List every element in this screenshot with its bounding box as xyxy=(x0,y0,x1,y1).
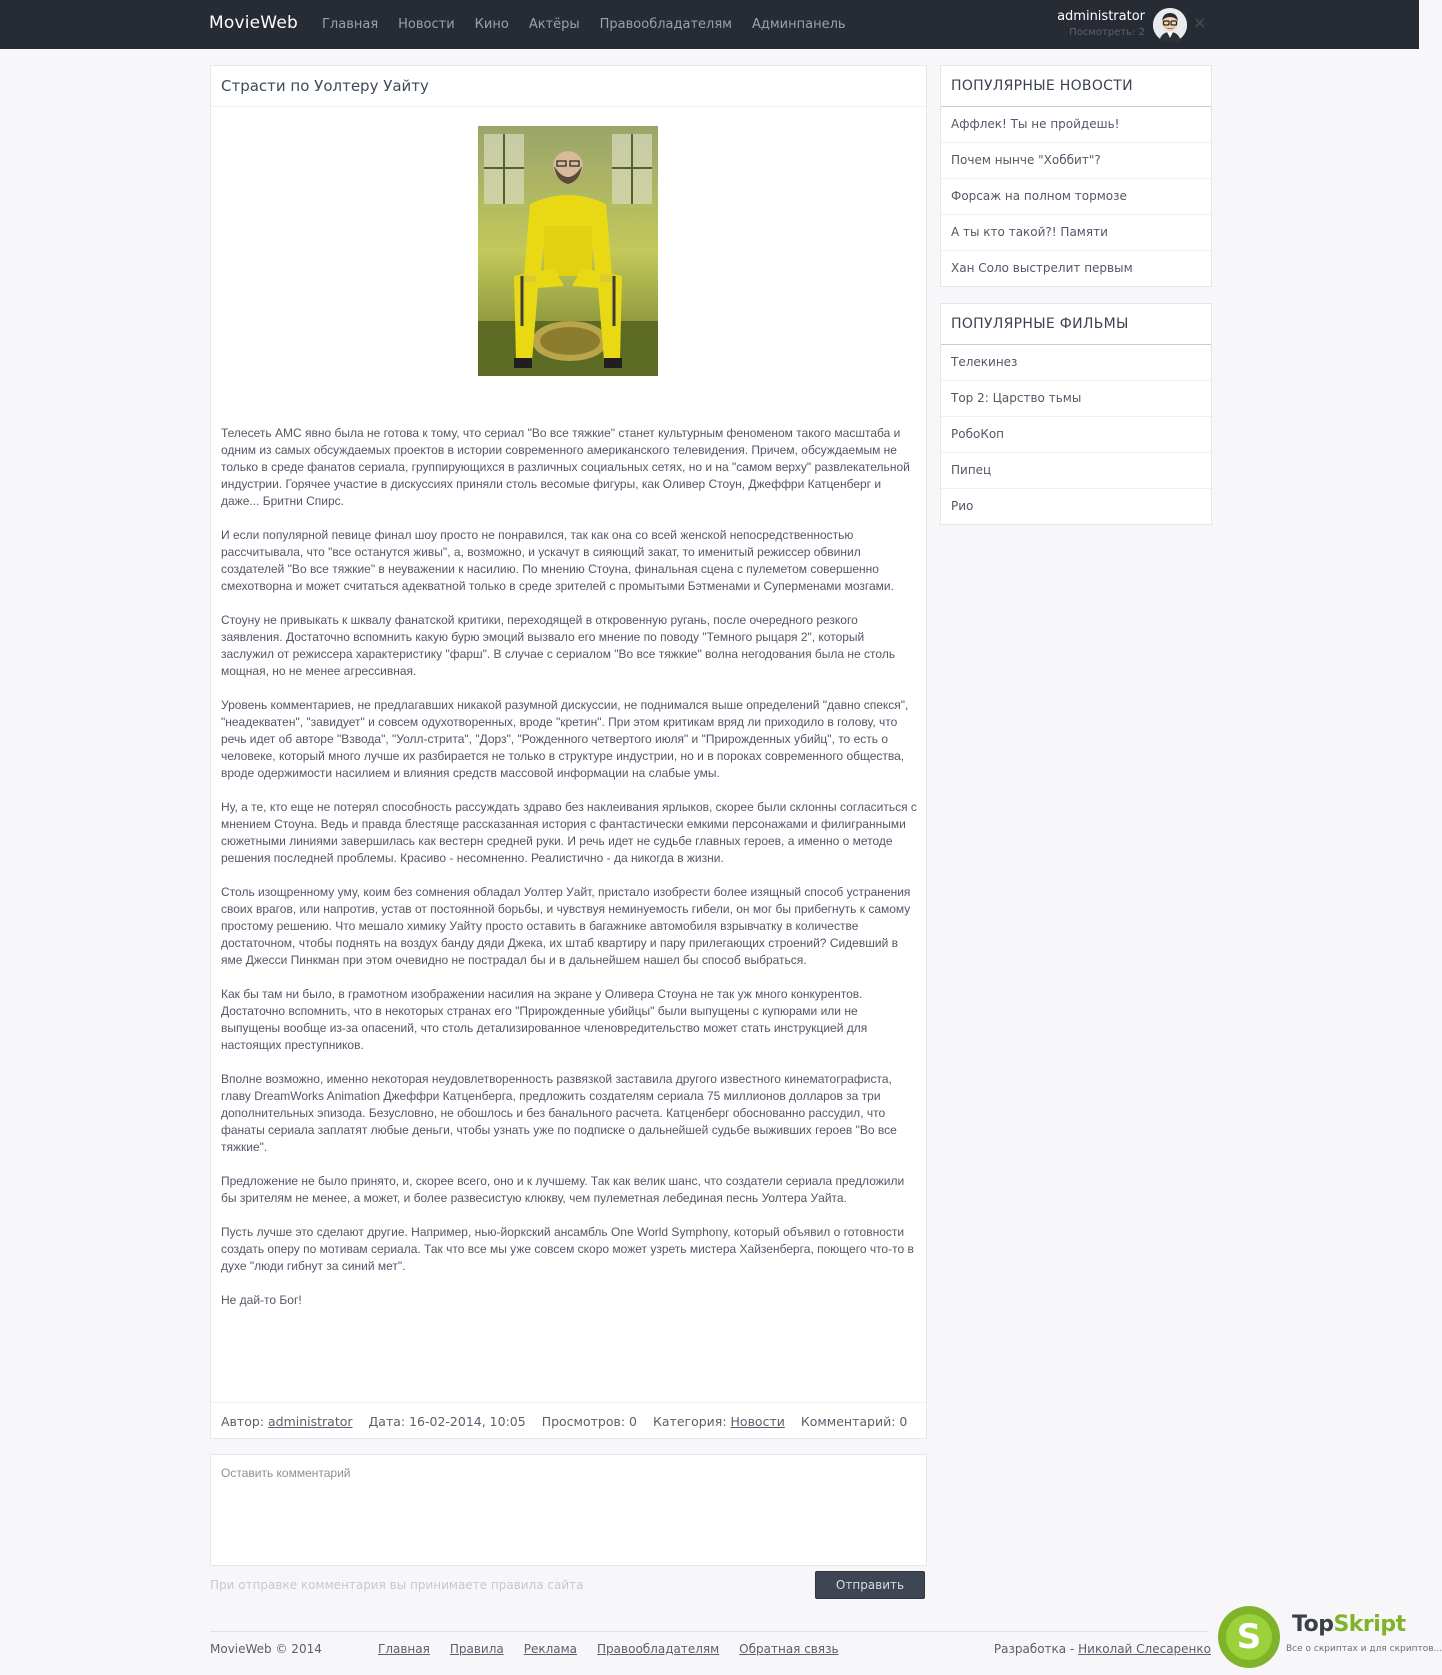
article-body xyxy=(221,425,917,1326)
article-paragraph: Пусть лучше это сделают другие. Например, нью-йоркский ансамбль One World Symphony, который объявил о готовности создать оперу по мотивам сериала. Так что все мы уже совсем скоро может узреть мистера Хайзенберга, поющего что-то в духе "люди гибнут за синий мет". xyxy=(221,1225,914,1273)
user-profile-link[interactable]: Посмотреть: 2 xyxy=(1069,27,1145,38)
popular-news-item[interactable]: Форсаж на полном тормозе xyxy=(941,179,1211,215)
meta-category-label: Категория: xyxy=(653,1414,727,1429)
popular-news-list xyxy=(941,107,1211,287)
avatar[interactable] xyxy=(1153,8,1187,42)
developer-link[interactable]: Николай Слесаренко xyxy=(1078,1642,1211,1656)
comment-form xyxy=(210,1454,927,1566)
watermark-subtitle: Все о скриптах и для скриптов... xyxy=(1286,1644,1442,1654)
meta-comments: Комментарий: 0 xyxy=(800,1414,908,1429)
article-title: Страсти по Уолтеру Уайту xyxy=(221,77,429,95)
footer-links xyxy=(378,1642,859,1656)
footer-link-copyright-holders[interactable]: Правообладателям xyxy=(597,1642,720,1656)
footer-credit xyxy=(994,1642,1211,1656)
article-paragraph: Не дай-то Бог! xyxy=(221,1293,302,1307)
topskript-logo-icon xyxy=(1218,1606,1280,1668)
watermark-title-part1: Top xyxy=(1292,1612,1334,1637)
article-paragraph: И если популярной певице финал шоу просто не понравился, так как она со всей женской непосредственностью рассчитывала, что "все останутся живы", а, возможно, и ускачут в сияющий закат, то именитый режиссер обвинил создателей "Во все тяжкие" в неуважении к насилию. По мнению Стоуна, финальная сцена с пулеметом совершенно смехотворна и может считаться адекватной только в среде зрителей с промытыми Бэтменами и Суперменами мозгами. xyxy=(221,528,894,593)
top-navbar xyxy=(0,0,1419,49)
article-paragraph: Телесеть AMC явно была не готова к тому, что сериал "Во все тяжкие" станет культурным феноменом такого масштаба и одним из самых обсуждаемых проектов в истории современного американского телевидения. Причем, обсуждаемым не только в среде фанатов сериала, группирующихся в различных социальных сетях, но и на "самом верху" развлекательной индустрии. Горячее участие в дискуссиях приняли столь весомые фигуры, как Оливер Стоун, Джеффри Катценберг и даже... Бритни Спирс. xyxy=(221,426,910,508)
nav-actors[interactable]: Актёры xyxy=(528,17,580,32)
article-poster-image xyxy=(478,126,658,376)
meta-views: Просмотров: 0 xyxy=(541,1414,638,1429)
divider xyxy=(211,106,926,107)
footer-link-home[interactable]: Главная xyxy=(378,1642,430,1656)
footer-divider xyxy=(210,1631,1209,1632)
brand-logo[interactable]: MovieWeb xyxy=(209,13,298,33)
nav-copyright-holders[interactable]: Правообладателям xyxy=(599,17,732,32)
credit-label: Разработка - xyxy=(993,1642,1075,1656)
nav-movies[interactable]: Кино xyxy=(474,17,509,32)
article-paragraph: Ну, а те, кто еще не потерял способность рассуждать здраво без наклеивания ярлыков, скорее были склонны согласиться с мнением Стоуна. Ведь и правда блестяще рассказанная история с фантастически емкими персонажами и филигранными сюжетными линиями завершилась как вестерн средней руки. И речь идет не судьбе главных героев, а именно о методе решения последней проблемы. Красиво - несомненно. Реалистично - да никогда в жизни. xyxy=(221,800,917,865)
popular-films-list xyxy=(941,345,1211,525)
nav-home[interactable]: Главная xyxy=(322,17,379,32)
article-card xyxy=(210,65,927,1439)
watermark-title-part2: Skript xyxy=(1333,1612,1406,1637)
article-paragraph: Предложение не было принято, и, скорее всего, оно и к лучшему. Так как велик шанс, что создатели сериала предложили бы зрителям не менее, а может, и более развесистую клюкву, чем пулеметная лебединая песнь Уолтера Уайта. xyxy=(221,1174,905,1205)
logout-close-icon[interactable]: × xyxy=(1193,13,1207,32)
footer-copyright: MovieWeb © 2014 xyxy=(210,1642,322,1656)
article-paragraph: Вполне возможно, именно некоторая неудовлетворенность развязкой заставила другого известного кинематографиста, главу DreamWorks Animation Джеффри Катценберга, предложить создателям сериала 75 миллионов долларов за три дополнительных эпизода. Безусловно, не обошлось и без банального расчета. Катценберг обоснованно рассудил, что фанаты сериала заплатят любые деньги, чтобы узнать уже по подписке о дальнейшей судьбе выживших героев "Во все тяжкие". xyxy=(221,1072,897,1154)
nav-admin-panel[interactable]: Админпанель xyxy=(751,17,846,32)
popular-news-widget xyxy=(940,65,1212,287)
footer-link-ads[interactable]: Реклама xyxy=(523,1642,578,1656)
popular-films-widget xyxy=(940,303,1212,525)
article-paragraph: Как бы там ни было, в грамотном изображении насилия на экране у Оливера Стоуна не так уж много конкурентов. Достаточно вспомнить, что в некоторых странах его "Прирожденные убийцы" были выпущены с купюрами или не выпущены вообще из-за опасений, что столь детализированное членовредительство может стать инструкцией для настоящих преступников. xyxy=(221,987,868,1052)
popular-film-item[interactable]: РобоКоп xyxy=(941,417,1211,453)
meta-author-label: Автор: xyxy=(221,1414,264,1429)
article-paragraph: Стоуну не привыкать к шквалу фанатской критики, переходящей в откровенную ругань, после очередного резкого заявления. Достаточно вспомнить какую бурю эмоций вызвало его мнение по поводу "Темного рыцаря 2", который заслужил от режиссера характеристику "фарш". В случае с сериалом "Во все тяжкие" волна негодования была не столь мощная, но не менее агрессивная. xyxy=(221,613,896,678)
comment-input[interactable] xyxy=(211,1455,926,1565)
topskript-logo-letter: S xyxy=(1226,1614,1272,1660)
topskript-watermark xyxy=(1214,1602,1442,1675)
popular-news-item[interactable]: Почем нынче "Хоббит"? xyxy=(941,143,1211,179)
widget-title: ПОПУЛЯРНЫЕ ФИЛЬМЫ xyxy=(951,316,1129,332)
watermark-title xyxy=(1292,1612,1406,1637)
meta-author xyxy=(221,1414,353,1429)
footer-link-feedback[interactable]: Обратная связь xyxy=(739,1642,839,1656)
nav-news[interactable]: Новости xyxy=(398,17,455,32)
popular-film-item[interactable]: Пипец xyxy=(941,453,1211,489)
popular-film-item[interactable]: Рио xyxy=(951,499,974,513)
popular-film-item[interactable]: Тор 2: Царство тьмы xyxy=(941,381,1211,417)
meta-category xyxy=(653,1414,785,1429)
popular-news-item[interactable]: А ты кто такой?! Памяти xyxy=(941,215,1211,251)
article-paragraph: Уровень комментариев, не предлагавших никакой разумной дискуссии, не поднимался выше определений "давно спекся", "неадекватен", "завидует" и совсем одухотворенных, вроде "кретин". При этом критикам вряд ли приходило в голову, что речь идет об авторе "Взвода", "Уолл-стрита", "Дорз", "Рожденного четвертого июля" и "Прирожденных убийц", то есть о человеке, который много лучше их разбирается не только в структуре индустрии, но и в пороках современного общества, вроде одержимости насилием и влияния средств массовой информации на слабые умы. xyxy=(221,698,909,780)
popular-film-item[interactable]: Телекинез xyxy=(941,345,1211,381)
divider xyxy=(211,1402,926,1403)
meta-date: Дата: 16-02-2014, 10:05 xyxy=(368,1414,526,1429)
popular-news-item[interactable]: Аффлек! Ты не пройдешь! xyxy=(941,107,1211,143)
author-link[interactable]: administrator xyxy=(267,1414,353,1429)
article-paragraph: Столь изощренному уму, коим без сомнения обладал Уолтер Уайт, пристало изобрести более изящный способ устранения своих врагов, или напротив, устав от постоянной борьбы, и чувствуя неминуемость гибели, он мог бы прибегнуть к самому простому решению. Что мешало химику Уайту просто оставить в багажнике автомобиля взрывчатку в количестве достаточном, чтобы поднять на воздух банду дяди Джека, их штаб квартиру и пару прилегающих строений? Сидевший в яме Джесси Пинкман при этом очевидно не пострадал бы и в дальнейшем нашел бы способ выбраться. xyxy=(221,885,911,967)
main-nav xyxy=(322,17,866,32)
article-meta xyxy=(221,1414,923,1429)
user-info[interactable] xyxy=(1057,9,1145,40)
send-comment-button[interactable]: Отправить xyxy=(815,1571,925,1599)
widget-title: ПОПУЛЯРНЫЕ НОВОСТИ xyxy=(951,78,1133,94)
category-link[interactable]: Новости xyxy=(730,1414,785,1429)
footer-link-rules[interactable]: Правила xyxy=(449,1642,504,1656)
user-name[interactable]: administrator xyxy=(1057,9,1145,24)
comment-rules-note: При отправке комментария вы принимаете правила сайта xyxy=(210,1578,584,1592)
popular-news-item[interactable]: Хан Соло выстрелит первым xyxy=(951,261,1133,275)
